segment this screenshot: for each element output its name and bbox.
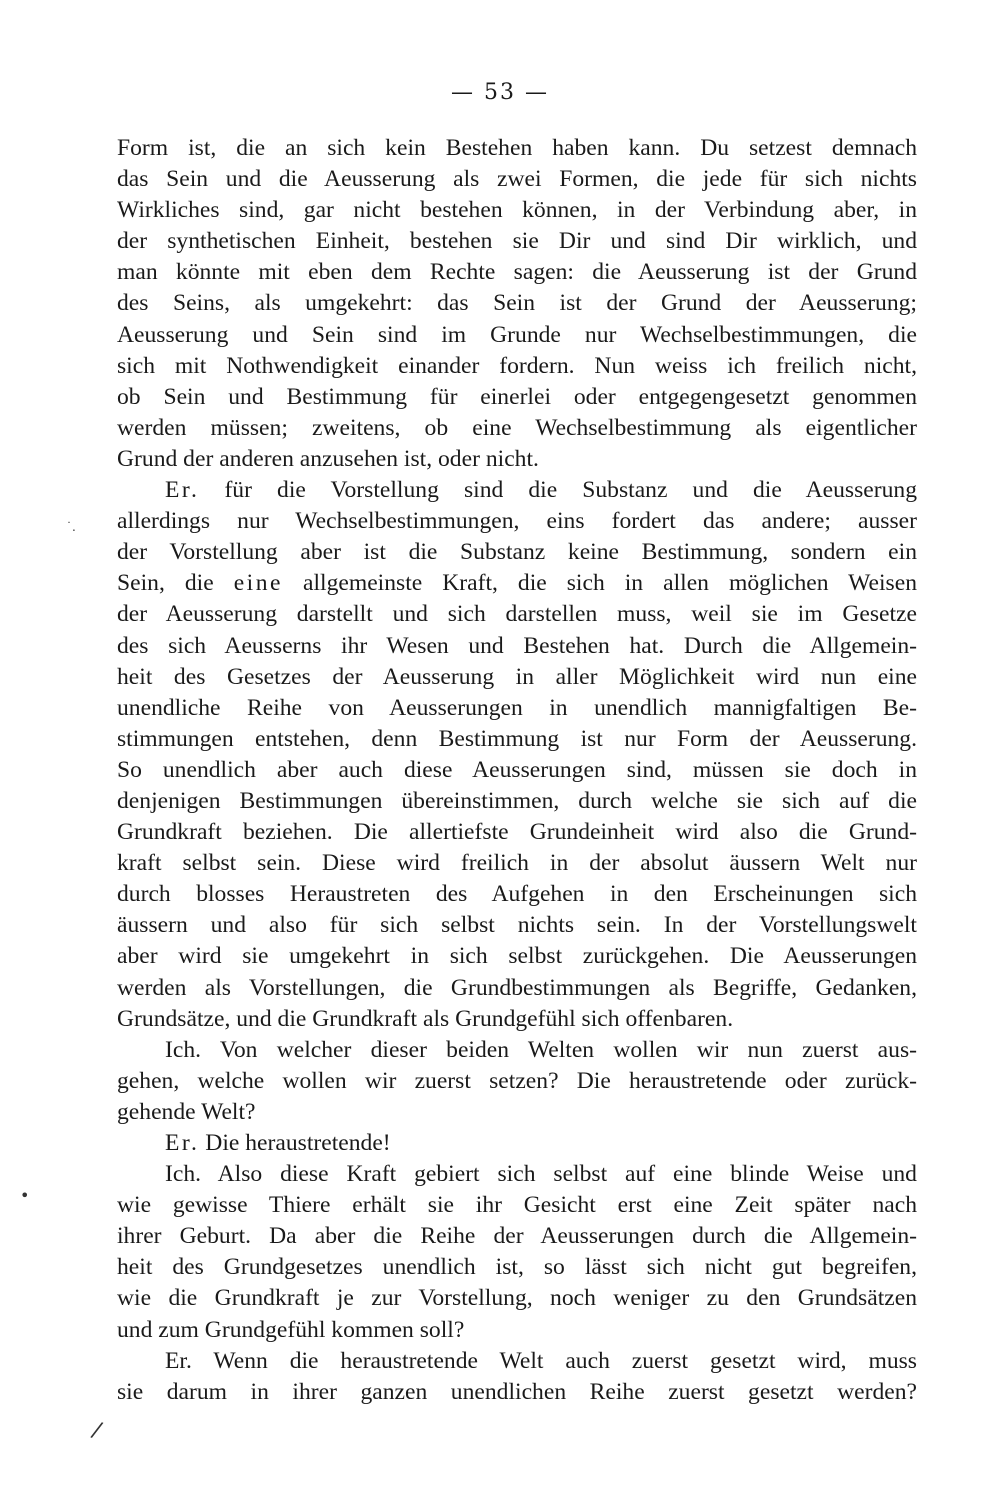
text-line: werden als Vorstellungen, die Grundbestimmungen als Begriffe, Gedanken,	[117, 974, 917, 1001]
text-line: kraft selbst sein. Diese wird freilich in der absolut äussern Welt nur	[117, 850, 917, 877]
margin-stroke: /	[88, 1417, 105, 1444]
text-line: des sich Aeusserns ihr Wesen und Bestehen hat. Durch die Allgemein-	[117, 632, 917, 659]
text-line: man könnte mit eben dem Rechte sagen: die Aeusserung ist der Grund	[117, 259, 917, 286]
dialogue-line	[117, 475, 917, 506]
text-line: So unendlich aber auch diese Aeusserungen sind, müssen sie doch in	[117, 756, 917, 783]
text-line	[117, 568, 917, 599]
text-line: Wirkliches sind, gar nicht bestehen können, in der Verbindung aber, in	[117, 197, 917, 224]
text-line: wie die Grundkraft je zur Vorstellung, noch weniger zu den Grundsätzen	[117, 1285, 917, 1312]
text-line: der Aeusserung darstellt und sich darstellen muss, weil sie im Gesetze	[117, 601, 917, 628]
text-line: stimmungen entstehen, denn Bestimmung ist nur Form der Aeusserung.	[117, 725, 917, 752]
text-line: gehen, welche wollen wir zuerst setzen? Die heraustretende oder zurück-	[117, 1067, 917, 1094]
dialogue-line	[117, 1346, 917, 1377]
text-line: äussern und also für sich selbst nichts sein. In der Vorstellungswelt	[117, 912, 917, 939]
text-line: gehende Welt?	[117, 1098, 256, 1125]
text-line: der Vorstellung aber ist die Substanz keine Bestimmung, sondern ein	[117, 539, 917, 566]
text-line: und zum Grundgefühl kommen soll?	[117, 1316, 465, 1343]
text-segment: für die Vorstellung sind die Substanz und die Aeusserung	[224, 477, 917, 504]
text-line: des Seins, als umgekehrt: das Sein ist der Grund der Aeusserung;	[117, 290, 917, 317]
speaker-er: Er.	[165, 477, 200, 504]
text-line: wie gewisse Thiere erhält sie ihr Gesicht erst eine Zeit später nach	[117, 1192, 917, 1219]
text-line: sie darum in ihrer ganzen unendlichen Reihe zuerst gesetzt werden?	[117, 1378, 917, 1405]
text-line: Grund der anderen anzusehen ist, oder nicht.	[117, 445, 539, 472]
text-segment: Also diese Kraft gebiert sich selbst auf eine blinde Weise und	[217, 1161, 917, 1188]
text-line: unendliche Reihe von Aeusserungen in unendlich mannigfaltigen Be-	[117, 694, 917, 721]
dialogue-line	[117, 1035, 917, 1066]
margin-mark: ˙.	[66, 520, 76, 534]
text-line: Grundkraft beziehen. Die allertiefste Grundeinheit wird also die Grund-	[117, 819, 917, 846]
speaker-ich: Ich.	[165, 1036, 202, 1063]
text-segment: allgemeinste Kraft, die sich in allen möglichen Weisen	[282, 570, 917, 597]
text-line: heit des Gesetzes der Aeusserung in aller Möglichkeit wird nun eine	[117, 663, 917, 690]
dialogue-line	[117, 1159, 917, 1190]
dialogue-line	[117, 1128, 917, 1159]
text-line: ihrer Geburt. Da aber die Reihe der Aeusserungen durch die Allgemein-	[117, 1223, 917, 1250]
page-number: — 53 —	[451, 80, 549, 105]
text-segment: Von welcher dieser beiden Welten wollen wir nun zuerst aus-	[219, 1036, 917, 1063]
emphasis-word: eine	[233, 570, 283, 597]
text-line: ob Sein und Bestimmung für einerlei oder entgegengesetzt genommen	[117, 383, 917, 410]
text-line: das Sein und die Aeusserung als zwei Formen, die jede für sich nichts	[117, 166, 917, 193]
text-line: heit des Grundgesetzes unendlich ist, so lässt sich nicht gut begreifen,	[117, 1254, 917, 1281]
text-body	[117, 133, 917, 1408]
text-segment: Wenn die heraustretende Welt auch zuerst gesetzt wird, muss	[213, 1347, 917, 1374]
text-line: allerdings nur Wechselbestimmungen, eins fordert das andere; ausser	[117, 508, 917, 535]
text-line: der synthetischen Einheit, bestehen sie Dir und sind Dir wirklich, und	[117, 228, 917, 255]
text-line: Form ist, die an sich kein Bestehen haben kann. Du setzest demnach	[117, 135, 917, 161]
speaker-er: Er.	[165, 1130, 200, 1156]
margin-dot: •	[20, 1186, 30, 1205]
text-line: sich mit Nothwendigkeit einander fordern. Nun weiss ich freilich nicht,	[117, 352, 917, 379]
text-segment: Die heraustretende!	[205, 1130, 391, 1156]
text-line: Grundsätze, und die Grundkraft als Grundgefühl sich offenbaren.	[117, 1005, 734, 1032]
speaker-ich: Ich.	[165, 1161, 202, 1188]
text-line: aber wird sie umgekehrt in sich selbst zurückgehen. Die Aeusserungen	[117, 943, 917, 970]
text-segment: Sein, die	[117, 570, 234, 597]
text-line: durch blosses Heraustreten des Aufgehen in den Erscheinungen sich	[117, 881, 917, 908]
speaker-er: Er.	[165, 1347, 192, 1374]
text-line: denjenigen Bestimmungen übereinstimmen, durch welche sie sich auf die	[117, 787, 917, 814]
text-line: werden müssen; zweitens, ob eine Wechselbestimmung als eigentlicher	[117, 414, 917, 441]
text-line: Aeusserung und Sein sind im Grunde nur Wechselbestimmungen, die	[117, 321, 917, 348]
